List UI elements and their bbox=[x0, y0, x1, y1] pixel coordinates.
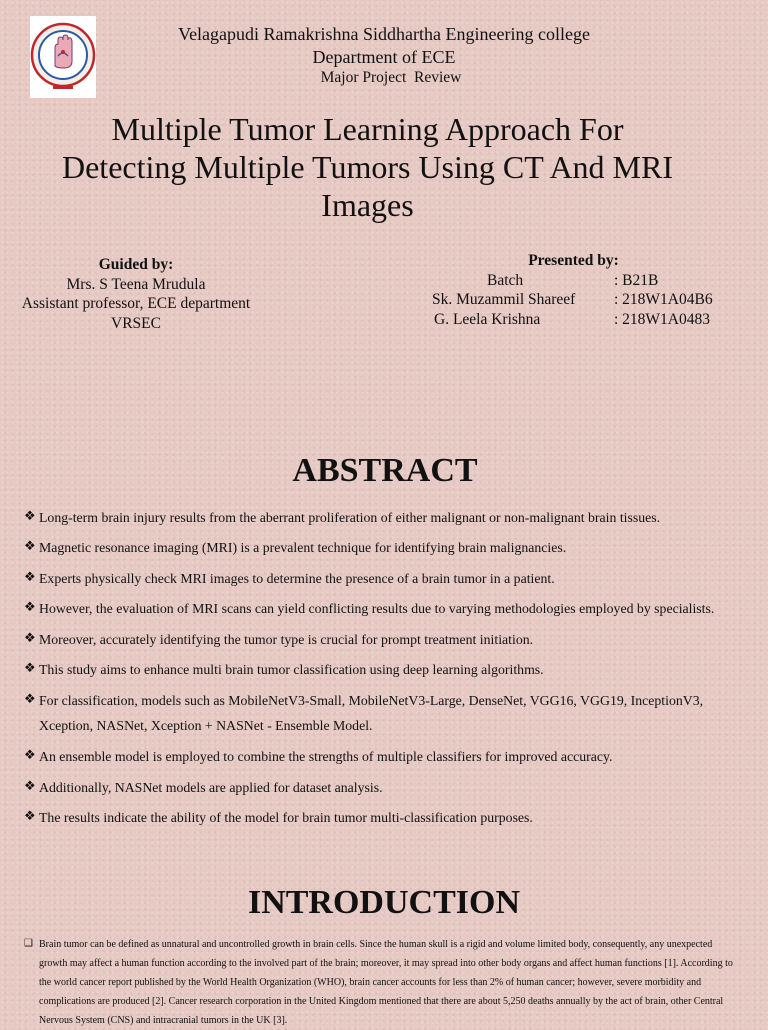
presenter-label: G. Leela Krishna bbox=[434, 310, 541, 328]
review-label: Major Project Review bbox=[320, 69, 462, 86]
diamond-bullet-icon: ❖ bbox=[24, 778, 36, 793]
presenter-row bbox=[425, 271, 725, 291]
diamond-bullet-icon: ❖ bbox=[24, 808, 36, 823]
guide-name: Mrs. S Teena Mrudula bbox=[66, 275, 206, 293]
introduction-heading: INTRODUCTION bbox=[247, 884, 521, 921]
diamond-bullet-icon: ❖ bbox=[24, 508, 36, 523]
abstract-point: ❖ This study aims to enhance multi brain tumor classification using deep learning algorithms. bbox=[24, 657, 749, 682]
square-bullet-icon: ❑ bbox=[24, 938, 33, 949]
presenter-row bbox=[425, 310, 725, 330]
presenter-row bbox=[425, 290, 725, 310]
abstract-point: ❖ However, the evaluation of MRI scans can yield conflicting results due to varying methodologies employed by specialists. bbox=[24, 596, 749, 621]
abstract-point: ❖ Additionally, NASNet models are applied for dataset analysis. bbox=[24, 775, 749, 800]
diamond-bullet-icon: ❖ bbox=[24, 660, 36, 675]
introduction-text: Brain tumor can be defined as unnatural and uncontrolled growth in brain cells. Since the human skull is a rigid and volume limited body, consequently, any unexpected growth may affect a human function according to the involved part of the brain; moreover, it may spread into other body organs and affect human functions [1]. According to the world cancer report published by the World Health Organization (WHO), brain cancer accounts for less than 2% of human cancer; however, severe morbidity and complications are produced [2]. Cancer research corporation in the United Kingdom mentioned that there are about 5,250 deaths annually by the act of brain, other Central Nervous System (CNS) and intracranial tumors in the UK [3]. bbox=[39, 939, 733, 1026]
presented-by-block bbox=[425, 251, 725, 329]
guide-designation: Assistant professor, ECE department bbox=[21, 295, 251, 312]
introduction-paragraph bbox=[24, 935, 736, 1030]
abstract-point: ❖ The results indicate the ability of the model for brain tumor multi-classification purposes. bbox=[24, 805, 749, 830]
diamond-bullet-icon: ❖ bbox=[24, 569, 36, 584]
presenter-value: : 218W1A0483 bbox=[614, 310, 711, 328]
project-title: Multiple Tumor Learning Approach For Detecting Multiple Tumors Using CT And MRI Images bbox=[61, 111, 673, 223]
diamond-bullet-icon: ❖ bbox=[24, 691, 36, 706]
abstract-point: ❖ Long-term brain injury results from the aberrant proliferation of either malignant or non-malignant brain tissues. bbox=[24, 505, 749, 530]
guided-by-heading: Guided by: bbox=[98, 256, 174, 273]
diamond-bullet-icon: ❖ bbox=[24, 538, 36, 553]
guide-institute: VRSEC bbox=[111, 314, 161, 332]
diamond-bullet-icon: ❖ bbox=[24, 630, 36, 645]
presenter-label: Sk. Muzammil Shareef bbox=[432, 291, 576, 308]
abstract-point: ❖ Experts physically check MRI images to determine the presence of a brain tumor in a patient. bbox=[24, 566, 749, 591]
presenter-value: : 218W1A04B6 bbox=[614, 291, 713, 308]
abstract-heading: ABSTRACT bbox=[292, 452, 478, 489]
guided-by-block bbox=[16, 255, 256, 333]
abstract-point: ❖ Magnetic resonance imaging (MRI) is a prevalent technique for identifying brain malignancies. bbox=[24, 535, 749, 560]
presenter-value: : B21B bbox=[614, 271, 659, 289]
department-name: Department of ECE bbox=[312, 47, 456, 67]
diamond-bullet-icon: ❖ bbox=[24, 747, 36, 762]
presenter-label: Batch bbox=[487, 271, 524, 289]
college-name: Velagapudi Ramakrishna Siddhartha Engineering college bbox=[178, 24, 590, 44]
abstract-point: ❖ Moreover, accurately identifying the tumor type is crucial for prompt treatment initiation. bbox=[24, 627, 749, 652]
diamond-bullet-icon: ❖ bbox=[24, 599, 36, 614]
abstract-point: ❖ For classification, models such as MobileNetV3-Small, MobileNetV3-Large, DenseNet, VGG16, VGG19, InceptionV3, Xception, NASNet, Xception + NASNet - Ensemble Model. bbox=[24, 688, 749, 738]
presented-by-heading: Presented by: bbox=[528, 252, 619, 269]
abstract-point: ❖ An ensemble model is employed to combine the strengths of multiple classifiers for improved accuracy. bbox=[24, 744, 749, 769]
